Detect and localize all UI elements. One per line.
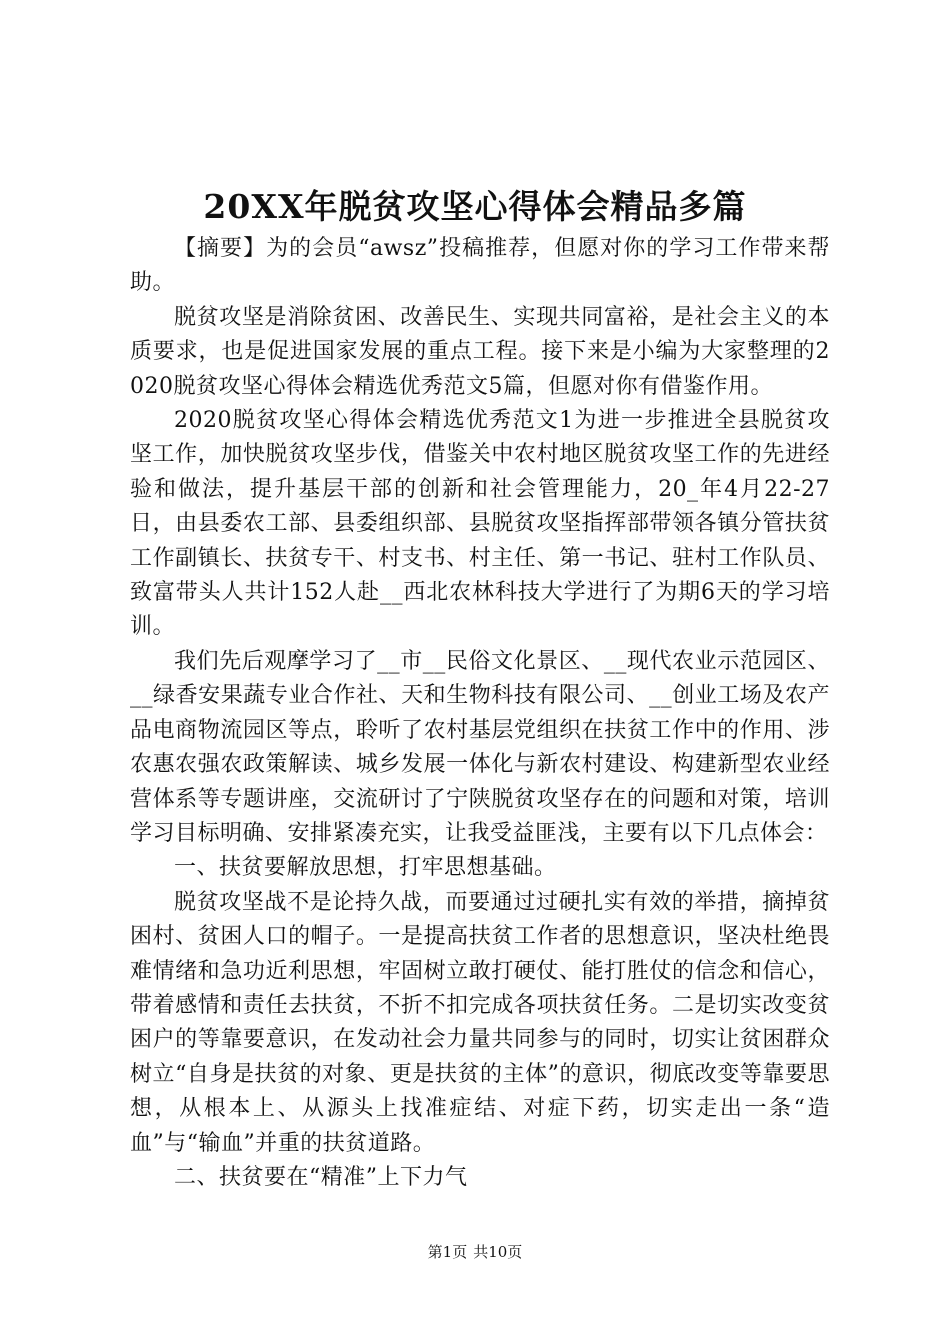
essay-1-paragraph: 2020脱贫攻坚心得体会精选优秀范文1为进一步推进全县脱贫攻坚工作，加快脱贫攻坚步伐，借鉴关中农村地区脱贫攻坚工作的先进经验和做法，提升基层干部的创新和社会管理能力，20_年4月22-27日，由县委农工部、县委组织部、县脱贫攻坚指挥部带领各镇分管扶贫工作副镇长、扶贫专干、村支书、村主任、第一书记、驻村工作队员、致富带头人共计152人赴__西北农林科技大学进行了为期6天的学习培训。: [130, 408, 830, 640]
document-body: [130, 232, 830, 1195]
section-heading-1: 一、扶贫要解放思想，打牢思想基础。: [174, 855, 557, 881]
page-number: 第1页: [427, 1243, 468, 1261]
document-title: 20XX年脱贫攻坚心得体会精品多篇: [203, 187, 747, 226]
page-footer: [0, 1240, 950, 1264]
study-visits-paragraph: 我们先后观摩学习了__市__民俗文化景区、__现代农业示范园区、__绿香安果蔬专业合作社、天和生物科技有限公司、__创业工场及农产品电商物流园区等点，聆听了农村基层党组织在扶贫工作中的作用、涉农惠农强农政策解读、城乡发展一体化与新农村建设、构建新型农业经营体系等专题讲座，交流研讨了宁陕脱贫攻坚存在的问题和对策，培训学习目标明确、安排紧凑充实，让我受益匪浅，主要有以下几点体会：: [130, 648, 830, 846]
intro-paragraph: 脱贫攻坚是消除贫困、改善民生、实现共同富裕，是社会主义的本质要求，也是促进国家发展的重点工程。接下来是小编为大家整理的2020脱贫攻坚心得体会精选优秀范文5篇，但愿对你有借鉴作用。: [130, 304, 830, 399]
abstract-paragraph: 【摘要】为的会员“awsz”投稿推荐，但愿对你的学习工作带来帮助。: [130, 236, 830, 296]
section-heading-2: 二、扶贫要在“精准”上下力气: [174, 1164, 468, 1190]
page-total: 共10页: [473, 1243, 523, 1261]
section-1-paragraph: 脱贫攻坚战不是论持久战，而要通过过硬扎实有效的举措，摘掉贫困村、贫困人口的帽子。一是提高扶贫工作者的思想意识，坚决杜绝畏难情绪和急功近利思想，牢固树立敢打硬仗、能打胜仗的信念和信心，带着感情和责任去扶贫，不折不扣完成各项扶贫任务。二是切实改变贫困户的等靠要意识，在发动社会力量共同参与的同时，切实让贫困群众树立“自身是扶贫的对象、更是扶贫的主体”的意识，彻底改变等靠要思想，从根本上、从源头上找准症结、对症下药，切实走出一条“造血”与“输血”并重的扶贫道路。: [130, 889, 830, 1156]
